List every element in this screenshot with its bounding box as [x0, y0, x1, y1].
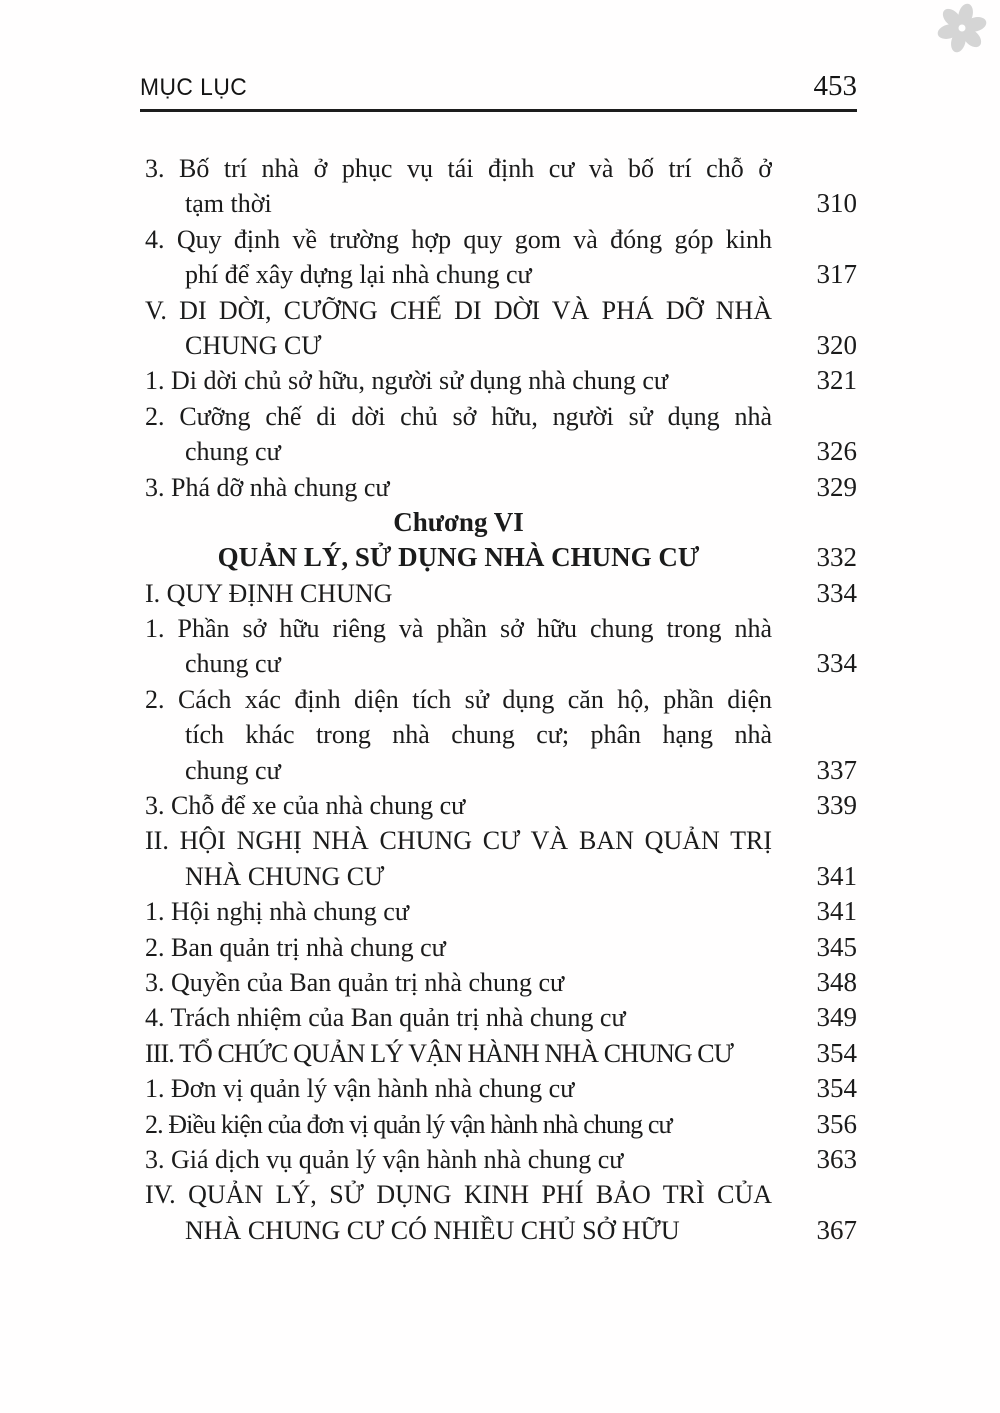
- toc-line-text: II. HỘI NGHỊ NHÀ CHUNG CƯ VÀ BAN QUẢN TRỊ: [145, 826, 772, 856]
- toc-line: [145, 399, 857, 434]
- toc-line-page: 320: [816, 329, 857, 360]
- toc-line-text: 3. Phá dỡ nhà chung cư: [145, 472, 390, 502]
- toc-line: [145, 1213, 857, 1248]
- toc-line-text: 3. Chỗ để xe của nhà chung cư: [145, 791, 466, 821]
- toc-line: [145, 540, 857, 575]
- toc-line-page: 363: [816, 1143, 857, 1174]
- toc-line: [145, 930, 857, 965]
- toc-line-page: 332: [816, 542, 857, 573]
- toc-line: [145, 965, 857, 1000]
- toc-line: [145, 717, 857, 752]
- toc-line: [145, 363, 857, 398]
- toc-line: [145, 257, 857, 292]
- toc-line-page: 310: [816, 188, 857, 219]
- toc-line-page: 348: [816, 966, 857, 997]
- flower-icon: [936, 2, 988, 54]
- table-of-contents: [145, 151, 857, 1248]
- toc-line: [145, 328, 857, 363]
- toc-line-page: 326: [816, 436, 857, 467]
- toc-line-text: 1. Phần sở hữu riêng và phần sở hữu chung trong nhà: [145, 614, 772, 644]
- toc-line-text: tích khác trong nhà chung cư; phân hạng nhà: [185, 720, 772, 750]
- toc-line: [145, 151, 857, 186]
- toc-line: [145, 434, 857, 469]
- page-number: 453: [813, 70, 857, 102]
- toc-line-text: 2. Ban quản trị nhà chung cư: [145, 932, 446, 962]
- toc-line-text: chung cư: [185, 437, 281, 467]
- toc-line-page: 321: [816, 365, 857, 396]
- toc-line-page: 354: [816, 1073, 857, 1104]
- toc-line: [145, 611, 857, 646]
- toc-line-text: NHÀ CHUNG CƯ: [185, 861, 385, 891]
- toc-line-page: 339: [816, 790, 857, 821]
- toc-line-text: 2. Điều kiện của đơn vị quản lý vận hành nhà chung cư: [145, 1109, 672, 1139]
- toc-line: [145, 293, 857, 328]
- toc-line-text: 3. Giá dịch vụ quản lý vận hành nhà chung cư: [145, 1144, 624, 1174]
- toc-line-page: 341: [816, 896, 857, 927]
- toc-line: [145, 470, 857, 505]
- toc-line: [145, 646, 857, 681]
- page-header: [140, 70, 857, 112]
- toc-line: [145, 823, 857, 858]
- toc-line-text: chung cư: [185, 755, 281, 785]
- toc-line-text: III. TỔ CHỨC QUẢN LÝ VẬN HÀNH NHÀ CHUNG CƯ: [145, 1038, 734, 1068]
- toc-line-page: 341: [816, 860, 857, 891]
- toc-line-text: 1. Đơn vị quản lý vận hành nhà chung cư: [145, 1074, 575, 1104]
- toc-line-text: 2. Cưỡng chế di dời chủ sở hữu, người sử dụng nhà: [145, 401, 772, 431]
- toc-line: [145, 1036, 857, 1071]
- toc-line-page: 317: [816, 259, 857, 290]
- toc-line-page: 349: [816, 1002, 857, 1033]
- toc-line-text: phí để xây dựng lại nhà chung cư: [185, 260, 532, 290]
- toc-line: [145, 1142, 857, 1177]
- toc-line-page: 334: [816, 577, 857, 608]
- toc-line-text: chung cư: [185, 649, 281, 679]
- toc-line-text: 3. Quyền của Ban quản trị nhà chung cư: [145, 967, 565, 997]
- toc-line: [145, 859, 857, 894]
- toc-line: [145, 682, 857, 717]
- toc-line-page: 334: [816, 648, 857, 679]
- toc-line-text: 1. Di dời chủ sở hữu, người sử dụng nhà chung cư: [145, 366, 668, 396]
- toc-line: [145, 1000, 857, 1035]
- toc-line-text: V. DI DỜI, CƯỠNG CHẾ DI DỜI VÀ PHÁ DỠ NHÀ: [145, 295, 772, 325]
- toc-line: [145, 788, 857, 823]
- toc-line-text: tạm thời: [185, 189, 272, 219]
- page-title: MỤC LỤC: [140, 74, 248, 101]
- toc-line-text: I. QUY ĐỊNH CHUNG: [145, 578, 393, 608]
- toc-line: [145, 894, 857, 929]
- toc-line-text: 3. Bố trí nhà ở phục vụ tái định cư và bố trí chỗ ở: [145, 154, 772, 183]
- toc-line-text: 4. Quy định về trường hợp quy gom và đóng góp kinh: [145, 224, 772, 254]
- toc-line: [145, 505, 857, 540]
- toc-line-text: QUẢN LÝ, SỬ DỤNG NHÀ CHUNG CƯ: [217, 542, 700, 573]
- toc-line-page: 329: [816, 471, 857, 502]
- toc-line-text: CHUNG CƯ: [185, 330, 322, 360]
- toc-line-text: 2. Cách xác định diện tích sử dụng căn hộ, phần diện: [145, 684, 772, 714]
- toc-line: [145, 1107, 857, 1142]
- toc-line-text: Chương VI: [393, 506, 524, 537]
- toc-line: [145, 186, 857, 221]
- toc-line-text: NHÀ CHUNG CƯ CÓ NHIỀU CHỦ SỞ HỮU: [185, 1215, 680, 1245]
- toc-line-text: 4. Trách nhiệm của Ban quản trị nhà chung cư: [145, 1003, 626, 1033]
- toc-line-page: 367: [816, 1214, 857, 1245]
- toc-line-page: 345: [816, 931, 857, 962]
- toc-line-page: 337: [816, 754, 857, 785]
- toc-line: [145, 1177, 857, 1212]
- toc-line: [145, 222, 857, 257]
- toc-line-page: 354: [816, 1037, 857, 1068]
- toc-line-text: IV. QUẢN LÝ, SỬ DỤNG KINH PHÍ BẢO TRÌ CỦA: [145, 1180, 772, 1210]
- toc-line-page: 356: [816, 1108, 857, 1139]
- toc-line: [145, 1071, 857, 1106]
- toc-line: [145, 753, 857, 788]
- toc-line-text: 1. Hội nghị nhà chung cư: [145, 897, 409, 927]
- toc-line: [145, 576, 857, 611]
